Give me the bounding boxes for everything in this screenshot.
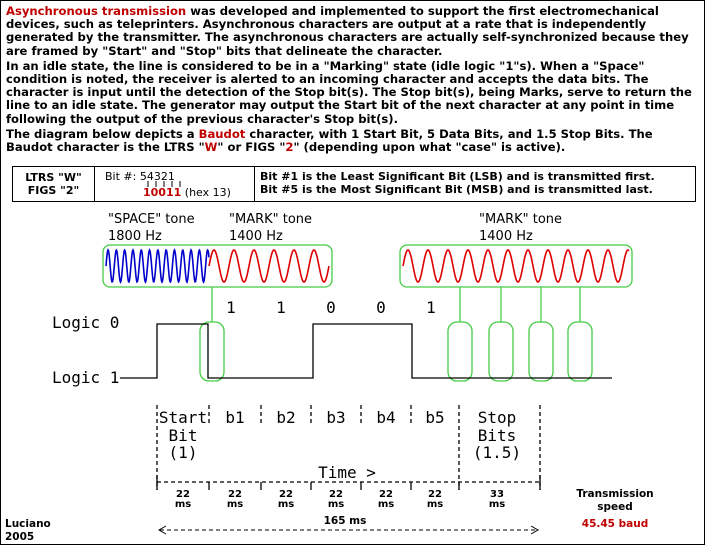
mark-tone-wave-2 [403,250,629,282]
data-bit-2: 1 [276,298,286,317]
figs-label: FIGS "2" [27,184,80,197]
transition-marker-stop-2 [489,322,513,381]
transition-marker-stop-4 [568,322,592,381]
space-tone-freq: 1800 Hz [108,229,162,244]
duration-b2: 22 [279,489,293,500]
transition-marker-stop-3 [529,322,553,381]
lsb-note: Bit #1 is the Least Significant Bit (LSB) and is transmitted first. [260,170,655,183]
mark-tone-freq-2: 1400 Hz [479,229,533,244]
segment-b5: b5 [425,408,445,427]
duration-b5: 22 [428,489,442,500]
segment-b3: b3 [326,408,346,427]
duration-unit: ms [226,499,244,510]
segment-b1: b1 [225,408,245,427]
speed-label-2: speed [597,501,633,513]
stop-bits-label-1: Stop [477,408,517,427]
p3-d: " (depending upon what "case" is active). [293,140,566,155]
credit-year: 2005 [5,531,35,543]
credit-name: Luciano [5,518,51,530]
time-axis-label: Time > [318,463,376,482]
duration-stop: 33 [490,489,504,500]
logic-0-label: Logic 0 [52,313,120,332]
stop-bits-label-2: Bits [477,426,517,445]
mark-tone-label-2: "MARK" tone [479,212,563,227]
start-bit-label-1: Start [158,408,208,427]
duration-b1: 22 [228,489,242,500]
duration-labels [175,489,505,510]
speed-value: 45.45 baud [581,518,649,530]
segment-b4: b4 [376,408,396,427]
duration-unit: ms [377,499,395,510]
duration-start: 22 [176,489,190,500]
ltrs-label: LTRS "W" [25,171,82,184]
digital-signal [120,324,612,378]
p3-a: The diagram below depicts a [6,126,199,141]
speed-label-1: Transmission [576,488,654,500]
transition-marker-start [200,322,224,381]
logic-1-label: Logic 1 [52,368,120,387]
space-tone-wave [106,250,209,282]
segment-b2: b2 [276,408,296,427]
mark-tone-wave [209,250,329,282]
intro-lead-term: Asynchronous transmission [6,4,187,18]
duration-b4: 22 [379,489,393,500]
mark-tone-freq: 1400 Hz [229,229,283,244]
p3-c: " or FIGS " [217,140,286,155]
p3-b: character, with 1 Start Bit, 5 Data Bits, and 1.5 Stop Bits. The Baudot character is the LTRS " [6,126,653,155]
duration-unit: ms [174,499,192,510]
duration-unit: ms [426,499,444,510]
start-bit-label-3: (1) [168,443,198,462]
bit-values: 10011 [143,186,182,199]
transition-marker-stop-1 [448,322,472,381]
duration-unit: ms [488,499,506,510]
mark-tone-label: "MARK" tone [229,212,313,227]
bit-number-label: Bit #: 54321 [105,170,175,183]
intro-p1-rest: was developed and implemented to support the first electromechanical devices, such as teleprinters. Asynchronous characters are output at a rate that is independently generated by the transmitter. The asynchronous characters are actually self-synchronized because they are framed by "Start" and "Stop" bits that delineate the character. [6,4,689,58]
total-duration: 165 ms [323,515,367,527]
data-bit-1: 1 [226,298,236,317]
data-bit-5: 1 [426,298,436,317]
data-bit-3: 0 [326,298,336,317]
figs-char: 2 [285,140,294,155]
duration-b3: 22 [329,489,343,500]
ltrs-char: W [204,140,218,155]
duration-unit: ms [327,499,345,510]
data-bit-4: 0 [376,298,386,317]
stop-bits-label-3: (1.5) [472,443,522,462]
msb-note: Bit #5 is the Most Significant Bit (MSB) and is transmitted last. [260,183,653,196]
total-span-arrow [159,526,538,534]
space-tone-label: "SPACE" tone [108,212,195,227]
baudot-term: Baudot [198,126,246,141]
start-bit-label-2: Bit [168,426,198,445]
hex-value: (hex 13) [181,186,231,199]
intro-paragraph-2: In an idle state, the line is considered to be in a "Marking" state (idle logic "1"s). When a "Space" condition is noted, the receiver is alerted to an incoming character and accepts the data bits. The character is input until the detection of the Stop bit(s). The Stop bit(s), being Marks, serve to return the line to an idle state. The generator may output the Start bit of the next character at any point in time following the output of the previous character's Stop bit(s). [6,58,692,126]
duration-unit: ms [277,499,295,510]
